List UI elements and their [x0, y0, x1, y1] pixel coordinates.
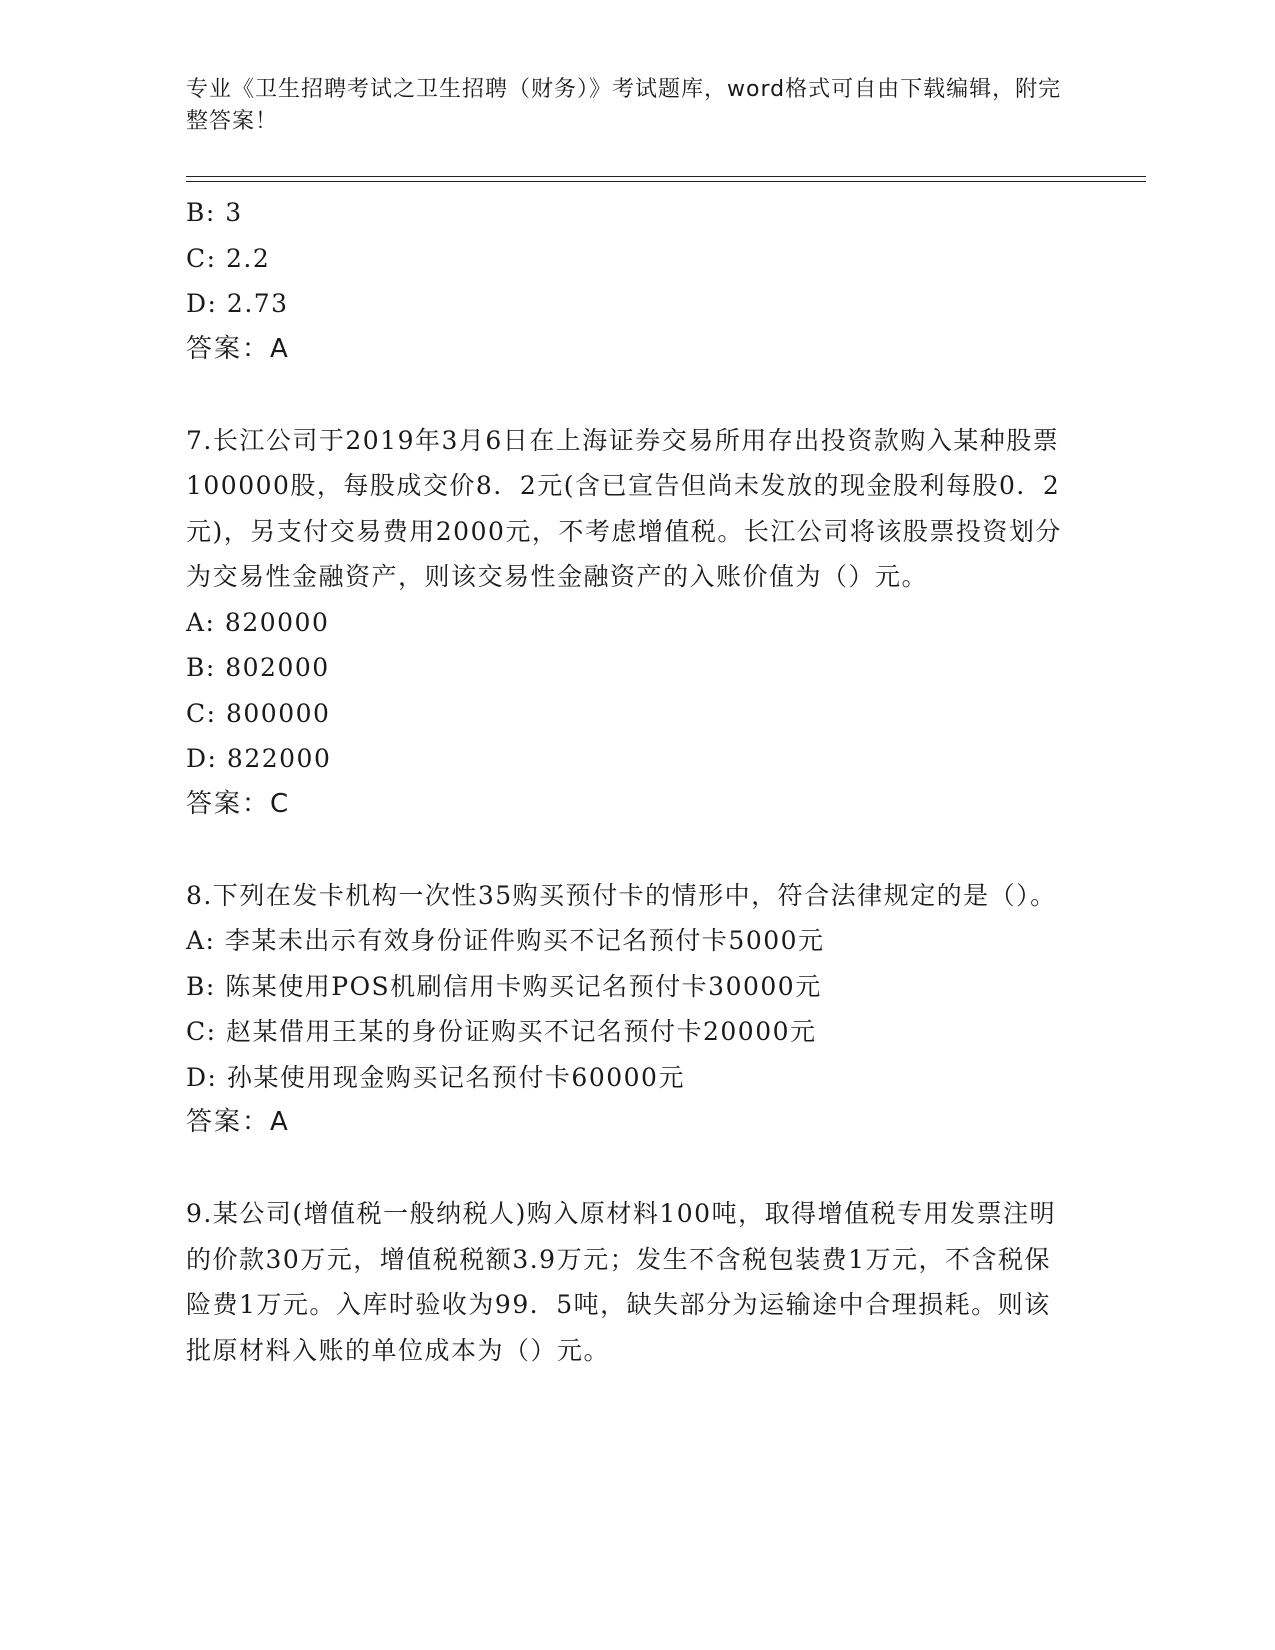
option-b: B: 3: [186, 198, 243, 227]
answer-line: 答案：C: [186, 788, 291, 819]
option-a: A: 820000: [186, 607, 330, 637]
spacer: [186, 372, 1066, 418]
option-b: B: 802000: [186, 653, 330, 682]
question-9: [186, 1191, 1066, 1373]
question-stem: 9.某公司(增值税一般纳税人)购入原材料100吨，取得增值税专用发票注明的价款30万元，增值税税额3.9万元；发生不含税包装费1万元，不含税保险费1万元。入库时验收为99．5吨，缺失部分为运输途中合理损耗。则该批原材料入账的单位成本为（）元。: [186, 1199, 1057, 1365]
question-8: [186, 873, 1066, 1146]
option-a: A: 李某未出示有效身份证件购买不记名预付卡5000元: [186, 926, 825, 955]
question-content: [186, 190, 1066, 1373]
question-stem: 8.下列在发卡机构一次性35购买预付卡的情形中，符合法律规定的是（）。: [186, 880, 1057, 910]
option-d: D: 2.73: [186, 289, 289, 318]
option-b: B: 陈某使用POS机刷信用卡购买记名预付卡30000元: [186, 971, 822, 1001]
answer-line: 答案：A: [186, 333, 290, 364]
question-7: [186, 418, 1066, 828]
spacer: [186, 1146, 1066, 1192]
option-d: D: 孙某使用现金购买记名预付卡60000元: [186, 1062, 685, 1092]
answer-line: 答案：A: [186, 1107, 290, 1137]
previous-question-tail: [186, 190, 1066, 372]
option-c: C: 赵某借用王某的身份证购买不记名预付卡20000元: [186, 1017, 817, 1046]
question-stem: 7.长江公司于2019年3月6日在上海证券交易所用存出投资款购入某种股票100000股，每股成交价8．2元(含已宣告但尚未发放的现金股利每股0．2元)，另支付交易费用2000元，不考虑增值税。长江公司将该股票投资划分为交易性金融资产，则该交易性金融资产的入账价值为（）元。: [186, 425, 1062, 591]
option-c: C: 2.2: [186, 243, 271, 273]
option-c: C: 800000: [186, 698, 331, 728]
option-d: D: 822000: [186, 744, 332, 773]
spacer: [186, 827, 1066, 873]
document-header: 专业《卫生招聘考试之卫生招聘（财务）》考试题库，word格式可自由下载编辑，附完整答案！: [186, 77, 1062, 134]
header-divider: [186, 176, 1146, 182]
